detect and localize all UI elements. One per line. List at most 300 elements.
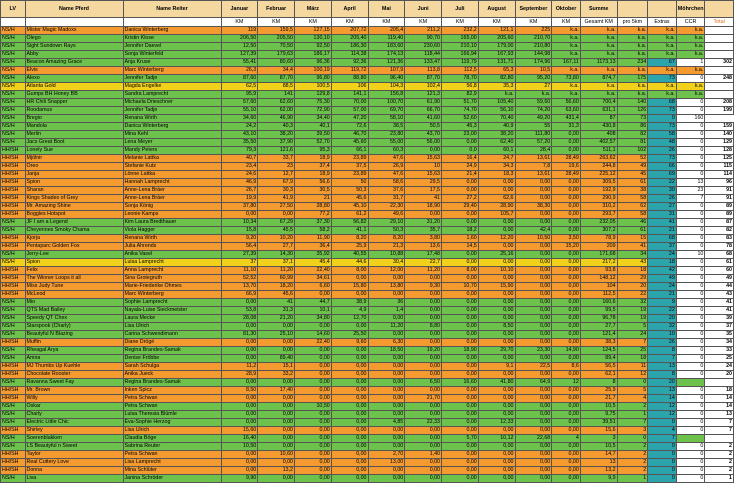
table-cell[interactable]: Boggles Hotspot	[25, 211, 123, 219]
table-cell[interactable]: 86	[617, 123, 648, 131]
table-cell[interactable]: 210,10	[442, 43, 479, 51]
table-cell[interactable]: Mina Schlüter	[123, 467, 221, 475]
table-cell[interactable]: 10	[648, 331, 677, 339]
table-row[interactable]	[1, 99, 734, 107]
table-cell[interactable]: HH/SH	[1, 395, 26, 403]
table-cell[interactable]: 38,5	[368, 123, 405, 131]
table-cell[interactable]: 66,9	[221, 291, 258, 299]
table-cell[interactable]: 0,00	[515, 467, 552, 475]
table-row[interactable]	[1, 355, 734, 363]
table-cell[interactable]: 96,80	[295, 75, 332, 83]
table-cell[interactable]: Regina Brandes-Samak	[123, 347, 221, 355]
table-cell[interactable]	[705, 27, 734, 35]
table-cell[interactable]: Mina Kehl	[123, 131, 221, 139]
table-cell[interactable]: Diane Drögé	[123, 339, 221, 347]
table-cell[interactable]: 0,00	[221, 451, 258, 459]
table-cell[interactable]: 22,33	[405, 419, 442, 427]
table-cell[interactable]: 41,9	[258, 195, 295, 203]
table-cell[interactable]: Muffin	[25, 339, 123, 347]
table-cell[interactable]: 100,5	[295, 83, 332, 91]
table-cell[interactable]: 55	[515, 123, 552, 131]
table-cell[interactable]: 35,92	[295, 251, 332, 259]
table-cell[interactable]: 30,3	[258, 187, 295, 195]
table-cell[interactable]: 302	[705, 59, 734, 67]
table-cell[interactable]: 210,80	[515, 43, 552, 51]
table-cell[interactable]: 0,00	[442, 363, 479, 371]
table-cell[interactable]: 34,4	[258, 67, 295, 75]
table-cell[interactable]: 18,2	[442, 227, 479, 235]
table-cell[interactable]: 13	[648, 363, 677, 371]
table-cell[interactable]: 0,00	[515, 451, 552, 459]
table-cell[interactable]: 40,55	[331, 251, 368, 259]
table-cell[interactable]: 207,72	[331, 27, 368, 35]
table-cell[interactable]: Anika Jueck	[123, 371, 221, 379]
table-cell[interactable]: 12,00	[368, 267, 405, 275]
table-cell[interactable]: k.a.	[648, 91, 677, 99]
table-cell[interactable]: HH/SH	[1, 147, 26, 155]
table-row[interactable]	[1, 443, 734, 451]
table-cell[interactable]	[705, 435, 734, 443]
table-row[interactable]	[1, 227, 734, 235]
table-cell[interactable]: 0,00	[331, 459, 368, 467]
table-cell[interactable]: 0,00	[331, 411, 368, 419]
table-cell[interactable]: 9,60	[331, 339, 368, 347]
column-header[interactable]	[648, 1, 677, 18]
table-cell[interactable]: 23,80	[368, 131, 405, 139]
table-cell[interactable]: 2	[705, 459, 734, 467]
table-cell[interactable]: 0,00	[442, 139, 479, 147]
table-cell[interactable]: 234	[617, 59, 648, 67]
table-cell[interactable]: k.a.	[617, 27, 648, 35]
table-cell[interactable]: 0,00	[552, 211, 581, 219]
table-cell[interactable]: 127,39	[221, 51, 258, 59]
table-cell[interactable]: 0,00	[221, 395, 258, 403]
table-cell[interactable]: 0,00	[515, 427, 552, 435]
table-cell[interactable]: 119	[221, 27, 258, 35]
table-cell[interactable]: 19,20	[405, 347, 442, 355]
table-cell[interactable]: 64,9	[515, 379, 552, 387]
table-cell[interactable]: 0	[676, 363, 705, 371]
table-cell[interactable]: 67,29	[258, 219, 295, 227]
table-cell[interactable]: 4	[617, 395, 648, 403]
table-cell[interactable]: 10,5	[580, 403, 617, 411]
table-cell[interactable]: Atlanta Gold	[25, 83, 123, 91]
table-cell[interactable]: 199	[705, 107, 734, 115]
table-cell[interactable]: 0,00	[478, 395, 515, 403]
table-row[interactable]	[1, 467, 734, 475]
table-cell[interactable]: 0,00	[221, 403, 258, 411]
table-cell[interactable]: 192,9	[580, 187, 617, 195]
table-row[interactable]	[1, 219, 734, 227]
table-cell[interactable]: 0	[676, 171, 705, 179]
table-cell[interactable]: 10,34	[221, 219, 258, 227]
column-header[interactable]: Mai	[368, 1, 405, 18]
table-cell[interactable]: 37,6	[368, 187, 405, 195]
table-cell[interactable]: 133,47	[405, 59, 442, 67]
table-cell[interactable]: 1	[676, 59, 705, 67]
table-cell[interactable]: 95,9	[221, 91, 258, 99]
table-cell[interactable]: 22	[648, 307, 677, 315]
table-cell[interactable]: 39,51	[580, 419, 617, 427]
table-cell[interactable]: 11,20	[405, 267, 442, 275]
table-cell[interactable]: 47,20	[331, 115, 368, 123]
table-cell[interactable]: 0,00	[405, 427, 442, 435]
table-cell[interactable]: Rheagal Arya	[25, 347, 123, 355]
table-cell[interactable]: 10,50	[221, 443, 258, 451]
table-cell[interactable]: NS/H	[1, 83, 26, 91]
table-cell[interactable]: 18,20	[258, 283, 295, 291]
table-cell[interactable]: Kings Shades of Grey	[25, 195, 123, 203]
table-cell[interactable]: k.a.	[552, 91, 581, 99]
table-cell[interactable]: Jacs Great Boot	[25, 139, 123, 147]
table-cell[interactable]: 0,00	[552, 371, 581, 379]
table-row[interactable]	[1, 323, 734, 331]
table-cell[interactable]: Kristin Klose	[123, 35, 221, 43]
table-cell[interactable]: k.a.	[617, 67, 648, 75]
table-cell[interactable]: NS/H	[1, 435, 26, 443]
table-cell[interactable]: 105,7	[478, 211, 515, 219]
table-cell[interactable]: 73,80	[552, 75, 581, 83]
table-cell[interactable]: 40,9	[478, 123, 515, 131]
table-cell[interactable]: Mr. Amazing Shine	[25, 203, 123, 211]
table-cell[interactable]: 46,90	[258, 115, 295, 123]
table-cell[interactable]: 0,00	[515, 251, 552, 259]
table-cell[interactable]: 309,5	[580, 179, 617, 187]
table-cell[interactable]: k.a.	[617, 35, 648, 43]
table-cell[interactable]: 22,30	[368, 203, 405, 211]
table-cell[interactable]: k.a.	[580, 67, 617, 75]
table-cell[interactable]: Electric Little Chic	[25, 419, 123, 427]
table-cell[interactable]: 40,7	[221, 155, 258, 163]
table-cell[interactable]: 27,50	[258, 203, 295, 211]
table-cell[interactable]: 60	[705, 267, 734, 275]
table-cell[interactable]: 20	[648, 315, 677, 323]
table-cell[interactable]: 1173,13	[580, 59, 617, 67]
table-cell[interactable]: 0,00	[221, 211, 258, 219]
table-cell[interactable]: 18	[617, 267, 648, 275]
table-cell[interactable]: 18	[648, 259, 677, 267]
table-cell[interactable]: Miss Judy Tune	[25, 283, 123, 291]
table-cell[interactable]: 0,00	[442, 339, 479, 347]
table-cell[interactable]: NS/H	[1, 27, 26, 35]
table-cell[interactable]: 32	[648, 323, 677, 331]
table-cell[interactable]: 37,5	[331, 163, 368, 171]
table-cell[interactable]: 0,00	[515, 443, 552, 451]
table-cell[interactable]: 0,00	[442, 331, 479, 339]
table-row[interactable]	[1, 179, 734, 187]
table-cell[interactable]: 0,00	[442, 275, 479, 283]
table-cell[interactable]: 92,36	[331, 59, 368, 67]
table-cell[interactable]: 19,6	[552, 163, 581, 171]
table-cell[interactable]: Nayala-Luise Sieckmeister	[123, 307, 221, 315]
table-cell[interactable]: 95,3	[295, 147, 332, 155]
table-row[interactable]	[1, 147, 734, 155]
table-row[interactable]	[1, 451, 734, 459]
table-cell[interactable]: 0,00	[295, 355, 332, 363]
table-cell[interactable]: 114	[705, 171, 734, 179]
table-cell[interactable]: 7	[705, 427, 734, 435]
table-cell[interactable]: Pentaparc Golden Fox	[25, 243, 123, 251]
table-cell[interactable]: 29	[617, 275, 648, 283]
table-cell[interactable]: 9	[648, 299, 677, 307]
table-cell[interactable]	[705, 83, 734, 91]
table-cell[interactable]: 0	[676, 427, 705, 435]
table-row[interactable]	[1, 371, 734, 379]
table-row[interactable]	[1, 235, 734, 243]
table-cell[interactable]: 0,00	[478, 331, 515, 339]
table-cell[interactable]: 0,00	[405, 339, 442, 347]
table-cell[interactable]: 18,9	[295, 171, 332, 179]
table-cell[interactable]: 0	[676, 467, 705, 475]
table-cell[interactable]: 24	[705, 363, 734, 371]
table-cell[interactable]: 62,40	[478, 139, 515, 147]
table-cell[interactable]: 114,38	[331, 51, 368, 59]
table-cell[interactable]: Taylor	[25, 451, 123, 459]
table-cell[interactable]: 0,00	[552, 219, 581, 227]
table-cell[interactable]: 89	[705, 203, 734, 211]
table-cell[interactable]: k.a.	[648, 67, 677, 75]
table-cell[interactable]	[705, 91, 734, 99]
table-cell[interactable]: 119,72	[331, 67, 368, 75]
table-cell[interactable]: 13	[705, 411, 734, 419]
table-cell[interactable]: 34,80	[295, 315, 332, 323]
table-row[interactable]	[1, 347, 734, 355]
table-cell[interactable]: 166,94	[442, 51, 479, 59]
table-cell[interactable]: NS/H	[1, 139, 26, 147]
table-cell[interactable]: 4,85	[368, 419, 405, 427]
table-cell[interactable]: 171,68	[580, 251, 617, 259]
table-cell[interactable]: 46,70	[331, 131, 368, 139]
table-cell[interactable]: k.a.	[676, 91, 705, 99]
table-cell[interactable]: 0,00	[442, 355, 479, 363]
table-cell[interactable]: Bregio	[25, 115, 123, 123]
table-cell[interactable]: k.a.	[515, 91, 552, 99]
table-cell[interactable]: 3,50	[552, 235, 581, 243]
table-cell[interactable]: 61	[617, 227, 648, 235]
table-cell[interactable]: 61	[705, 259, 734, 267]
table-cell[interactable]: Chocolate Rooster	[25, 371, 123, 379]
table-cell[interactable]: 0,00	[552, 403, 581, 411]
table-cell[interactable]: Sabrina Reuter	[123, 443, 221, 451]
table-cell[interactable]: 30	[648, 187, 677, 195]
table-cell[interactable]: 0,00	[552, 427, 581, 435]
table-cell[interactable]: Melanie Lattka	[123, 155, 221, 163]
table-cell[interactable]: k.a.	[552, 67, 581, 75]
column-header[interactable]: Name Pferd	[25, 1, 123, 18]
table-cell[interactable]: 49,6	[368, 211, 405, 219]
table-cell[interactable]: 2	[705, 451, 734, 459]
table-cell[interactable]: 37	[648, 243, 677, 251]
table-cell[interactable]: 631,1	[580, 107, 617, 115]
table-cell[interactable]: HH/SH	[1, 291, 26, 299]
table-cell[interactable]: 13,70	[221, 283, 258, 291]
table-cell[interactable]: 60,3	[368, 147, 405, 155]
table-cell[interactable]: 33,2	[258, 371, 295, 379]
table-cell[interactable]: 28,9	[221, 371, 258, 379]
table-cell[interactable]: 73	[648, 75, 677, 83]
table-cell[interactable]: 78,9	[580, 235, 617, 243]
table-cell[interactable]: Kim Laura Bredthauer	[123, 219, 221, 227]
column-header[interactable]: Januar	[221, 1, 258, 18]
table-cell[interactable]: 206,50	[221, 35, 258, 43]
table-row[interactable]	[1, 243, 734, 251]
table-cell[interactable]: 0,00	[552, 187, 581, 195]
table-cell[interactable]: 24,2	[221, 123, 258, 131]
table-cell[interactable]: Julia Ahrends	[123, 243, 221, 251]
table-cell[interactable]: 119,79	[442, 59, 479, 67]
table-cell[interactable]: 0,00	[552, 259, 581, 267]
table-cell[interactable]: 0,00	[515, 339, 552, 347]
table-cell[interactable]: 22	[617, 291, 648, 299]
table-cell[interactable]: 0,00	[478, 219, 515, 227]
table-cell[interactable]: 62,1	[580, 371, 617, 379]
table-cell[interactable]: 37	[221, 259, 258, 267]
table-cell[interactable]: 0	[648, 115, 677, 123]
table-cell[interactable]: 0,00	[478, 459, 515, 467]
table-row[interactable]	[1, 27, 734, 35]
table-cell[interactable]: 408	[580, 131, 617, 139]
table-cell[interactable]: 310,2	[580, 203, 617, 211]
table-cell[interactable]: 24	[617, 331, 648, 339]
table-cell[interactable]: 121,4	[580, 331, 617, 339]
table-cell[interactable]: 1,40	[405, 451, 442, 459]
table-cell[interactable]: 20	[705, 371, 734, 379]
table-cell[interactable]: 0,00	[368, 403, 405, 411]
table-cell[interactable]: 159	[705, 123, 734, 131]
table-cell[interactable]: NS/H	[1, 251, 26, 259]
table-cell[interactable]: 0,00	[405, 371, 442, 379]
table-cell[interactable]: 89,4	[580, 355, 617, 363]
table-cell[interactable]: Mr. Brown	[25, 387, 123, 395]
table-cell[interactable]: Magda Engelke	[123, 83, 221, 91]
table-cell[interactable]: Jerry-Lee	[25, 251, 123, 259]
table-cell[interactable]: 57,20	[515, 139, 552, 147]
table-row[interactable]	[1, 307, 734, 315]
table-cell[interactable]: 0	[676, 139, 705, 147]
table-cell[interactable]: 68	[648, 235, 677, 243]
table-cell[interactable]: 126	[617, 107, 648, 115]
table-cell[interactable]: 60,99	[258, 275, 295, 283]
table-cell[interactable]: Sophie Lamprecht	[123, 299, 221, 307]
table-cell[interactable]: 0,00	[405, 411, 442, 419]
table-cell[interactable]: 0	[676, 299, 705, 307]
table-cell[interactable]: 18,50	[368, 347, 405, 355]
table-cell[interactable]: 0,00	[442, 299, 479, 307]
table-cell[interactable]: 53,8	[221, 307, 258, 315]
table-cell[interactable]: 121,36	[368, 59, 405, 67]
table-cell[interactable]: 9,20	[221, 235, 258, 243]
table-cell[interactable]: NS/H	[1, 259, 26, 267]
table-cell[interactable]: Inken Spicz	[123, 387, 221, 395]
table-cell[interactable]: 25,10	[258, 331, 295, 339]
table-cell[interactable]: 10	[676, 251, 705, 259]
table-cell[interactable]: 0,00	[478, 315, 515, 323]
table-cell[interactable]: 13,61	[515, 171, 552, 179]
table-cell[interactable]: 26,3	[221, 67, 258, 75]
table-cell[interactable]: 2,70	[368, 451, 405, 459]
table-cell[interactable]: 0	[676, 291, 705, 299]
table-cell[interactable]: Lönne Lattka	[123, 171, 221, 179]
table-cell[interactable]: Beautyful N Blazing	[25, 331, 123, 339]
table-cell[interactable]: Oskar	[25, 403, 123, 411]
table-cell[interactable]: 19	[617, 315, 648, 323]
table-cell[interactable]: 0,00	[442, 443, 479, 451]
table-cell[interactable]: 0,00	[258, 411, 295, 419]
table-cell[interactable]: 56,60	[552, 99, 581, 107]
table-cell[interactable]: NS/H	[1, 75, 26, 83]
table-cell[interactable]: 51,70	[442, 99, 479, 107]
table-cell[interactable]: 41	[258, 299, 295, 307]
table-cell[interactable]: Lonely Sue	[25, 147, 123, 155]
table-cell[interactable]: LS Beautyful n Sweet	[25, 443, 123, 451]
table-cell[interactable]: 0,00	[405, 363, 442, 371]
table-cell[interactable]: 0,00	[295, 459, 332, 467]
table-cell[interactable]: 0,00	[368, 467, 405, 475]
table-cell[interactable]: 430,8	[580, 123, 617, 131]
table-cell[interactable]: 35,7	[405, 227, 442, 235]
table-cell[interactable]: 10,50	[295, 403, 332, 411]
table-cell[interactable]: 0,00	[552, 267, 581, 275]
table-cell[interactable]: 10,12	[478, 435, 515, 443]
table-row[interactable]	[1, 203, 734, 211]
table-cell[interactable]: 127,15	[295, 27, 332, 35]
table-cell[interactable]: 56,8	[442, 83, 479, 91]
table-cell[interactable]: 73	[648, 123, 677, 131]
table-cell[interactable]: NS/H	[1, 475, 26, 483]
table-cell[interactable]: 52,52	[221, 275, 258, 283]
table-cell[interactable]: 12,7	[258, 171, 295, 179]
table-cell[interactable]: 3,80	[405, 235, 442, 243]
table-cell[interactable]: 0,00	[368, 395, 405, 403]
table-cell[interactable]: 5	[617, 323, 648, 331]
table-cell[interactable]: 12,70	[331, 315, 368, 323]
table-cell[interactable]: 0,00	[258, 459, 295, 467]
table-cell[interactable]: 874,7	[580, 75, 617, 83]
table-cell[interactable]: Willy	[25, 395, 123, 403]
table-cell[interactable]: 0,00	[221, 347, 258, 355]
table-cell[interactable]: Denise Fröbbe	[123, 355, 221, 363]
table-cell[interactable]: 0,00	[515, 403, 552, 411]
table-cell[interactable]: NS/H	[1, 379, 26, 387]
table-cell[interactable]: NS/H	[1, 419, 26, 427]
table-cell[interactable]: NS/H	[1, 123, 26, 131]
table-cell[interactable]: 211,2	[405, 27, 442, 35]
table-cell[interactable]: 0,00	[368, 355, 405, 363]
table-cell[interactable]: 8,00	[442, 267, 479, 275]
table-cell[interactable]: 11,2	[221, 363, 258, 371]
table-cell[interactable]: 0,00	[515, 459, 552, 467]
table-cell[interactable]: 0,00	[552, 203, 581, 211]
table-cell[interactable]: k.a.	[552, 83, 581, 91]
table-row[interactable]	[1, 195, 734, 203]
table-cell[interactable]: Mandola	[25, 123, 123, 131]
table-cell[interactable]: Sarah Schulga	[123, 363, 221, 371]
table-cell[interactable]: 0	[676, 243, 705, 251]
table-cell[interactable]: 28,08	[221, 315, 258, 323]
table-cell[interactable]: 41	[617, 243, 648, 251]
table-cell[interactable]: 22	[648, 179, 677, 187]
table-cell[interactable]: 0,00	[515, 419, 552, 427]
table-cell[interactable]: 100,19	[295, 67, 332, 75]
table-cell[interactable]: Shirley	[25, 427, 123, 435]
table-cell[interactable]: Petra Schwan	[123, 403, 221, 411]
table-cell[interactable]: 0,00	[552, 147, 581, 155]
table-cell[interactable]: 165,00	[442, 35, 479, 43]
table-cell[interactable]: 121,6	[258, 147, 295, 155]
table-cell[interactable]: 2	[617, 443, 648, 451]
table-cell[interactable]: Lena Meyer	[123, 139, 221, 147]
table-cell[interactable]: Sight Sundown Rays	[25, 43, 123, 51]
